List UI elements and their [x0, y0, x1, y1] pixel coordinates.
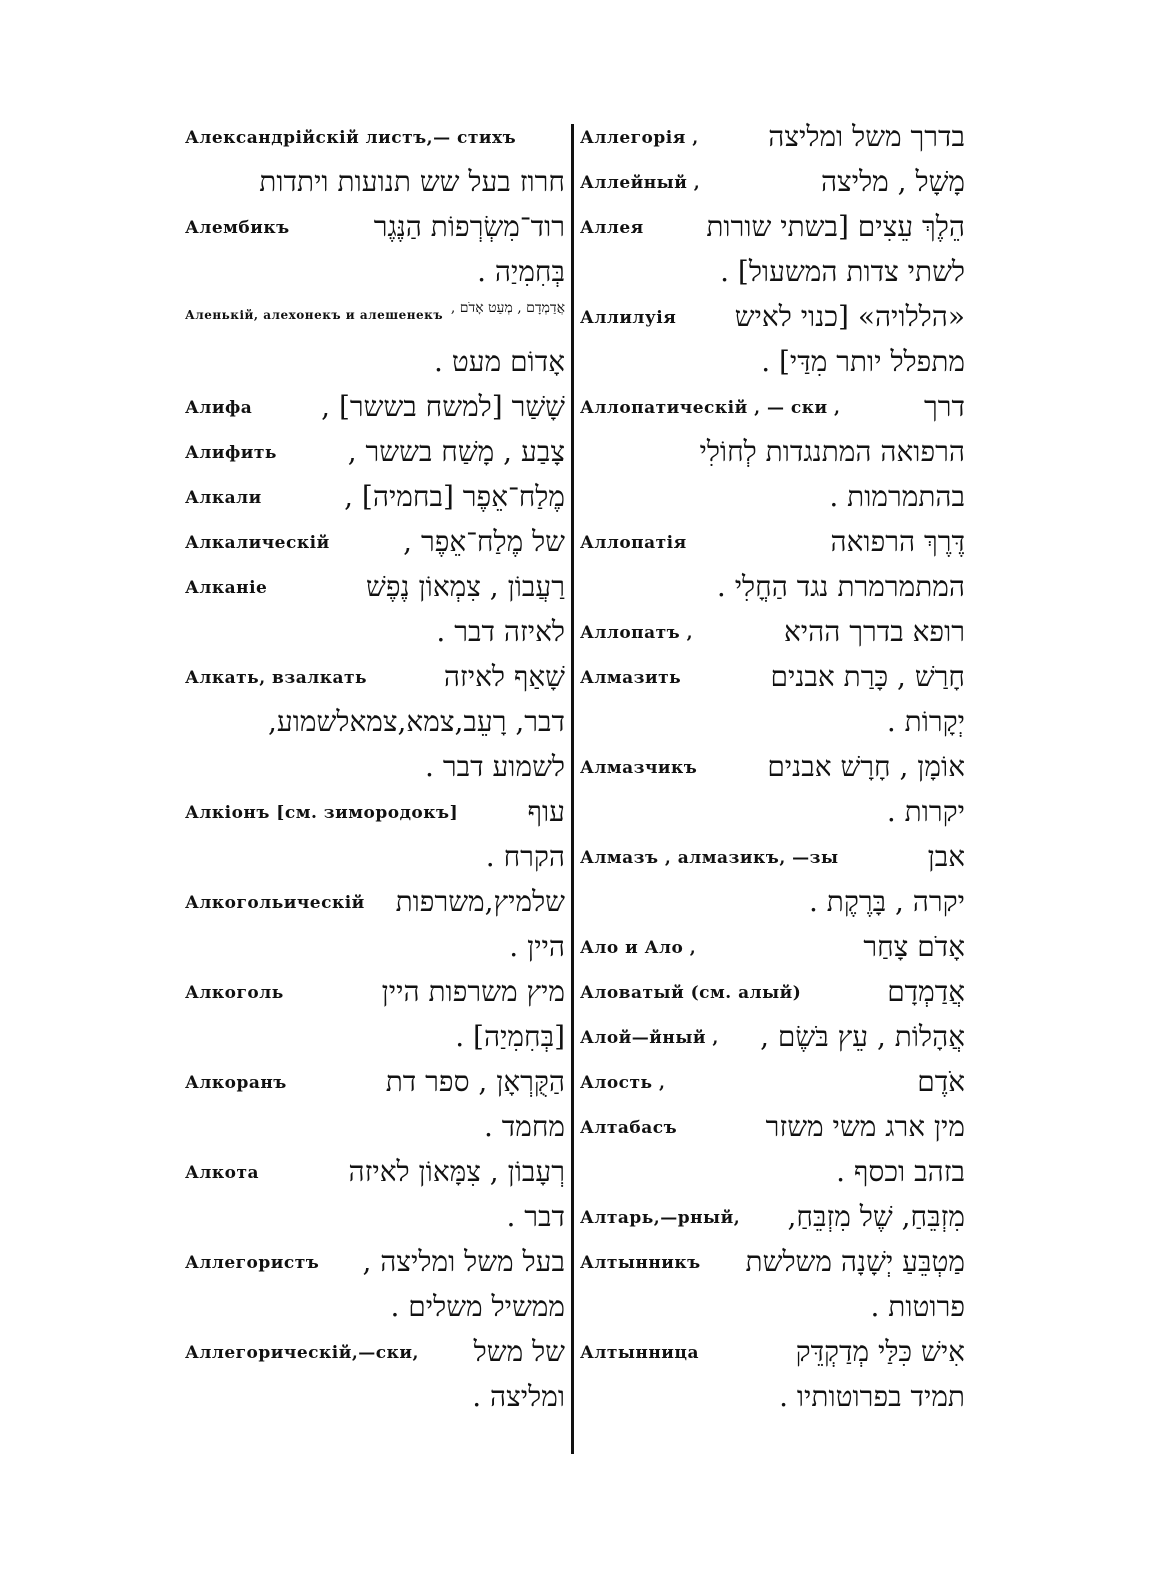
- headword: Аллегорія ,: [580, 128, 699, 148]
- headword: Аллейный ,: [580, 173, 701, 193]
- headword: Алифить: [185, 443, 277, 463]
- entry-line: [580, 523, 965, 568]
- entry-line: [185, 1198, 565, 1243]
- headword: Алмазить: [580, 668, 682, 688]
- translation: הֵלֶךְ עֵצִים [בשתי שורות: [706, 210, 965, 243]
- headword: Алкоголь: [185, 983, 284, 1003]
- dictionary-entry: [580, 928, 965, 973]
- entry-line: [580, 1243, 965, 1288]
- translation: אבן: [927, 840, 965, 873]
- translation: מַטְבֵּעַ יְשָׁנָה משלשת: [745, 1245, 965, 1278]
- entry-line: [580, 433, 965, 478]
- translation: מיץ משרפות היין: [381, 975, 565, 1008]
- translation-continuation: ומליצה .: [472, 1380, 565, 1413]
- entry-line: [185, 793, 565, 838]
- dictionary-entry: [185, 973, 565, 1063]
- entry-line: [185, 163, 565, 208]
- translation: «הללויה» [כנוי לאיש: [734, 300, 965, 333]
- dictionary-entry: [185, 1153, 565, 1243]
- translation: מָשָׁל , מליצה: [820, 165, 965, 198]
- dictionary-entry: [185, 793, 565, 883]
- entry-line: [580, 1198, 965, 1243]
- translation: בעל משל ומליצה ,: [362, 1245, 565, 1278]
- column-divider: [571, 124, 574, 1454]
- headword: Алость ,: [580, 1073, 666, 1093]
- entry-line: [185, 1108, 565, 1153]
- dictionary-entry: [185, 118, 565, 208]
- dictionary-entry: [580, 208, 965, 298]
- dictionary-entry: [185, 883, 565, 973]
- headword: Аллопатъ ,: [580, 623, 694, 643]
- entry-line: [185, 973, 565, 1018]
- entry-line: [185, 433, 565, 478]
- dictionary-entry: [185, 388, 565, 433]
- translation-continuation: לשתי צדות המשעול] .: [720, 255, 965, 288]
- dictionary-entry: [185, 208, 565, 298]
- entry-line: [580, 1063, 965, 1108]
- entry-line: [580, 793, 965, 838]
- entry-line: [580, 163, 965, 208]
- entry-line: [580, 343, 965, 388]
- entry-line: [580, 883, 965, 928]
- translation: שָׁאַף לאיזה: [443, 660, 565, 693]
- dictionary-entry: [580, 163, 965, 208]
- dictionary-entry: [580, 118, 965, 163]
- dictionary-entry: [580, 1333, 965, 1423]
- translation-continuation: תמיד בפרוטותיו .: [779, 1380, 965, 1413]
- translation: רְעָבוֹן , צִמָּאוֹן לאיזה: [348, 1155, 565, 1188]
- entry-line: [185, 703, 565, 748]
- dictionary-entry: [580, 1018, 965, 1063]
- translation: עוף: [527, 795, 565, 828]
- headword: Алкали: [185, 488, 262, 508]
- dictionary-entry: [185, 1333, 565, 1423]
- entry-line: [185, 838, 565, 883]
- dictionary-entry: [580, 613, 965, 658]
- translation: רַעֲבוֹן , צִמְאוֹן נֶפֶשׁ: [366, 570, 565, 603]
- entry-line: [185, 748, 565, 793]
- headword: Аленькій, алехонекъ и алешенекъ: [185, 308, 444, 322]
- entry-line: [185, 523, 565, 568]
- dictionary-entry: [580, 523, 965, 613]
- dictionary-entry: [580, 1243, 965, 1333]
- entry-line: [185, 208, 565, 253]
- translation: מין ארג משי משזר: [765, 1110, 965, 1143]
- dictionary-entry: [580, 973, 965, 1018]
- headword: Алкать, взалкать: [185, 668, 368, 688]
- entry-line: [185, 928, 565, 973]
- entry-line: [580, 118, 965, 163]
- entry-line: [185, 1018, 565, 1063]
- translation-continuation: יְקָרוֹת .: [886, 705, 965, 738]
- entry-line: [580, 838, 965, 883]
- headword: Аллилуія: [580, 308, 677, 328]
- translation-continuation: מתפלל יותר מִדַּי] .: [761, 345, 965, 378]
- entry-line: [185, 118, 565, 163]
- dictionary-entry: [185, 478, 565, 523]
- entry-line: [580, 613, 965, 658]
- headword: Аллегорическій,—ски,: [185, 1343, 419, 1363]
- headword: Алмазчикъ: [580, 758, 698, 778]
- translation: אֹדֶם: [917, 1065, 965, 1098]
- entry-line: [185, 478, 565, 523]
- entry-line: [185, 1333, 565, 1378]
- entry-line: [185, 568, 565, 613]
- entry-line: [185, 1063, 565, 1108]
- headword: Алканіе: [185, 578, 268, 598]
- entry-line: [185, 1378, 565, 1423]
- headword: Алифа: [185, 398, 253, 418]
- entry-line: [580, 298, 965, 343]
- translation: אוֹמָן , חָרָשׁ אבנים: [767, 750, 965, 783]
- translation-continuation: חרוז בעל שש תנועות ויתדות: [259, 165, 565, 198]
- translation: מֶלַח־אֵפֶר [בחמיה] ,: [344, 480, 565, 513]
- translation: שָׁשַׁר [למשח בששר] ,: [321, 390, 565, 423]
- translation: שלמיץ,משרפות: [395, 885, 565, 918]
- entry-line: [580, 928, 965, 973]
- translation-continuation: מחמד .: [483, 1110, 565, 1143]
- entry-line: [185, 1288, 565, 1333]
- translation-continuation: יקרות .: [886, 795, 965, 828]
- entry-line: [185, 388, 565, 433]
- dictionary-entry: [185, 658, 565, 793]
- translation: אֲדַמְדָם , מְעַט אָדֹם ,: [450, 300, 565, 316]
- entry-line: [580, 253, 965, 298]
- translation: חָרַשׁ , כָּרַת אבנים: [770, 660, 965, 693]
- entry-line: [580, 1378, 965, 1423]
- entry-line: [580, 1153, 965, 1198]
- headword: Алмазъ , алмазикъ, —зы: [580, 848, 839, 868]
- entry-line: [185, 1243, 565, 1288]
- translation-continuation: בְּחִמִיַה .: [477, 255, 565, 288]
- headword: Алкіонъ [см. зимородокъ]: [185, 803, 459, 823]
- headword: Алтарь,—рный,: [580, 1208, 741, 1228]
- dictionary-entry: [580, 298, 965, 388]
- translation-continuation: פרוטות .: [870, 1290, 965, 1323]
- headword: Алой—йный ,: [580, 1028, 719, 1048]
- entry-line: [185, 343, 565, 388]
- dictionary-entry: [580, 388, 965, 523]
- translation-continuation: דבר .: [506, 1200, 565, 1233]
- translation-continuation: [בְּחִמִיַה] .: [455, 1020, 565, 1053]
- translation: של משל: [473, 1335, 565, 1368]
- translation-continuation: בהתמרמות .: [829, 480, 965, 513]
- translation-continuation: ממשיל משלים .: [390, 1290, 565, 1323]
- translation: מִזְבֵּחַ, שֶׁל מִזְבֵּחַ,: [787, 1200, 965, 1233]
- dictionary-entry: [185, 1063, 565, 1153]
- dictionary-entry: [185, 298, 565, 388]
- dictionary-entry: [580, 658, 965, 748]
- translation: דרך: [924, 390, 965, 423]
- headword: Алкалическій: [185, 533, 330, 553]
- entry-line: [185, 658, 565, 703]
- translation-continuation: לאיזה דבר .: [436, 615, 565, 648]
- translation: דֶּרֶךְ הרפואה: [830, 525, 965, 558]
- entry-line: [580, 658, 965, 703]
- headword: Аллегористъ: [185, 1253, 320, 1273]
- translation: בדרך משל ומליצה: [768, 120, 965, 153]
- translation: של מֶלַח־אֵפֶר ,: [403, 525, 565, 558]
- translation-continuation: בזהב וכסף .: [836, 1155, 965, 1188]
- entry-line: [580, 1333, 965, 1378]
- headword: Аллея: [580, 218, 644, 238]
- translation-continuation: היין .: [509, 930, 565, 963]
- entry-line: [580, 1018, 965, 1063]
- entry-line: [185, 883, 565, 928]
- headword: Алкоранъ: [185, 1073, 287, 1093]
- entry-line: [580, 208, 965, 253]
- entry-line: [580, 1108, 965, 1153]
- headword: Алтабасъ: [580, 1118, 678, 1138]
- dictionary-entry: [185, 433, 565, 478]
- translation: אִישׁ כִּלַּי מְדַקְדֵּק: [795, 1335, 965, 1368]
- translation-continuation: לשמוע דבר .: [425, 750, 565, 783]
- headword: Алембикъ: [185, 218, 290, 238]
- translation: צָבַע , מָשַׁח בששר ,: [347, 435, 565, 468]
- dictionary-entry: [580, 1198, 965, 1243]
- right-column: [580, 118, 965, 1423]
- dictionary-entry: [580, 838, 965, 928]
- entry-line: [185, 1153, 565, 1198]
- headword: Алтынникъ: [580, 1253, 701, 1273]
- headword: Ало и Ало ,: [580, 938, 697, 958]
- entry-line: [580, 973, 965, 1018]
- entry-line: [580, 478, 965, 523]
- entry-line: [580, 388, 965, 433]
- dictionary-entry: [185, 1243, 565, 1333]
- dictionary-entry: [580, 748, 965, 838]
- dictionary-entry: [580, 1063, 965, 1108]
- translation-continuation: אָדוֹם מעט .: [434, 345, 565, 378]
- dictionary-entry: [580, 1108, 965, 1198]
- translation-continuation: הקרח .: [485, 840, 565, 873]
- entry-line: [580, 748, 965, 793]
- entry-line: [185, 613, 565, 658]
- translation: רופא בדרך ההיא: [783, 615, 965, 648]
- entry-line: [185, 253, 565, 298]
- headword: Александрійскій листъ,— стихъ: [185, 128, 517, 148]
- headword: Аллопатія: [580, 533, 687, 553]
- headword: Аловатый (см. алый): [580, 983, 802, 1003]
- translation-continuation: המתמרמרת נגד הַחֳלִי .: [716, 570, 965, 603]
- headword: Аллопатическій , — ски ,: [580, 398, 841, 418]
- translation: אֲהָלוֹת , עֵץ בֹּשֶׂם ,: [760, 1020, 965, 1053]
- headword: Алкота: [185, 1163, 259, 1183]
- translation-continuation: יקרה , בָּרֶקֶת .: [809, 885, 965, 918]
- left-column: [185, 118, 565, 1423]
- translation: רוד־מִשְׂרְפוֹת הַנֶּגֶר: [373, 210, 565, 243]
- headword: Алтынница: [580, 1343, 699, 1363]
- entry-line: [580, 568, 965, 613]
- translation: אָדֹם צָחַר: [863, 930, 965, 963]
- entry-line: [580, 1288, 965, 1333]
- dictionary-entry: [185, 523, 565, 568]
- entry-line: [185, 298, 565, 343]
- translation: הַקֻּרְאָן , ספר דת: [385, 1065, 565, 1098]
- entry-line: [580, 703, 965, 748]
- translation-continuation: הרפואה המתנגדות לְחוֹלִי: [699, 435, 965, 468]
- headword: Алкогольическій: [185, 893, 365, 913]
- translation: אֲדַמְדָם: [887, 975, 965, 1008]
- translation-continuation: דבר, רָעֵב,צמא,צמאלשמוע,: [268, 705, 565, 738]
- dictionary-entry: [185, 568, 565, 658]
